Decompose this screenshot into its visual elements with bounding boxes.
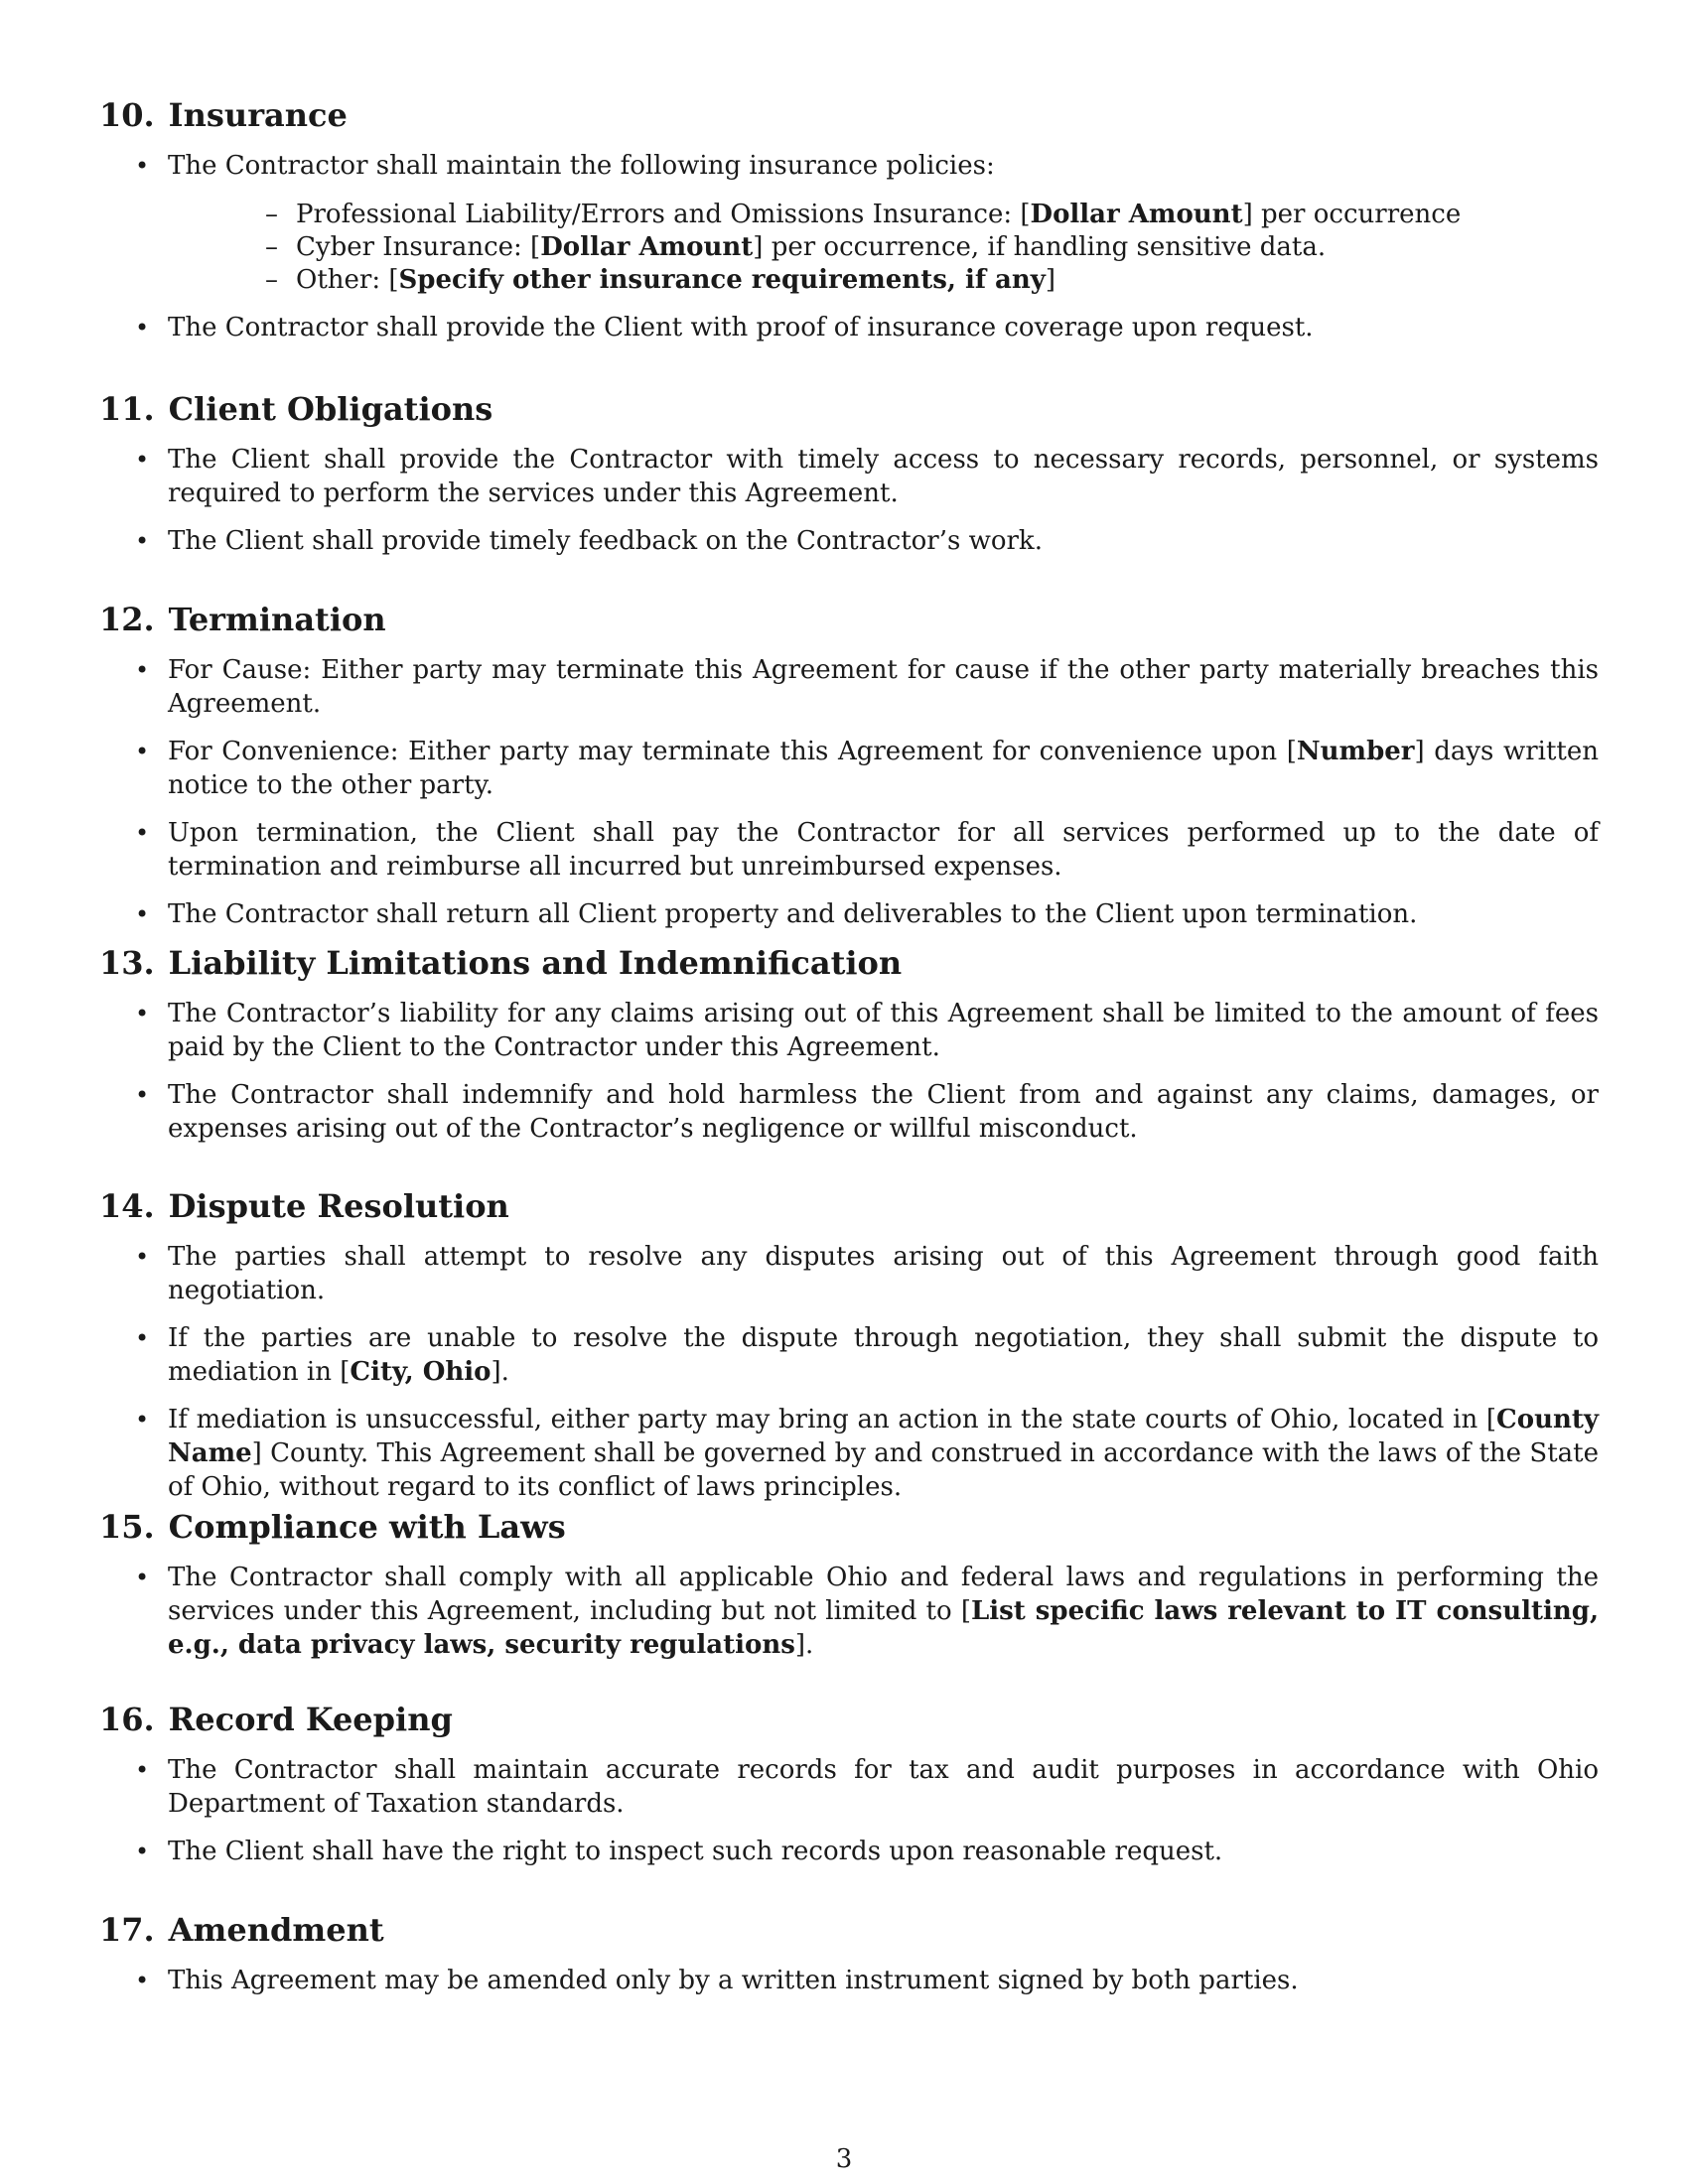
list-item: • The Client shall provide timely feedback on the Contractor’s work. [99, 524, 1599, 558]
list-item: • The Client shall provide the Contractor with timely access to necessary records, personnel, or systems required to perform the services under this Agreement. [99, 443, 1599, 510]
section-insurance [99, 95, 1599, 344]
sub-list-item: – Professional Liability/Errors and Omissions Insurance: [Dollar Amount] per occurrence [168, 199, 1599, 231]
section-heading: 16. Record Keeping [99, 1701, 453, 1738]
sub-list-item: – Other: [Specify other insurance requirements, if any] [168, 264, 1599, 297]
section-dispute-resolution [99, 1186, 1599, 1504]
sub-list-item: – Cyber Insurance: [Dollar Amount] per occurrence, if handling sensitive data. [168, 231, 1599, 264]
bullet-list [99, 1561, 1599, 1662]
bullet-list [99, 997, 1599, 1146]
list-item: • If mediation is unsuccessful, either party may bring an action in the state courts of Ohio, located in [County Name] County. This Agreement shall be governed by and construed in accordance with the laws of the State of Ohio, without regard to its conflict of laws principles. [99, 1403, 1599, 1504]
section-heading: 10. Insurance [99, 96, 348, 134]
section-compliance [99, 1507, 1599, 1662]
list-item: • The parties shall attempt to resolve any disputes arising out of this Agreement through good faith negotiation. [99, 1240, 1599, 1307]
list-item: • If the parties are unable to resolve the dispute through negotiation, they shall submit the dispute to mediation in [City, Ohio]. [99, 1321, 1599, 1389]
section-heading: 12. Termination [99, 601, 386, 638]
list-item: • For Convenience: Either party may terminate this Agreement for convenience upon [Number] days written notice to the other party. [99, 735, 1599, 802]
section-record-keeping [99, 1700, 1599, 1868]
section-client-obligations [99, 389, 1599, 558]
list-item: • The Contractor’s liability for any claims arising out of this Agreement shall be limited to the amount of fees paid by the Client to the Contractor under this Agreement. [99, 997, 1599, 1064]
section-heading: 15. Compliance with Laws [99, 1508, 566, 1546]
bullet-list [99, 653, 1599, 931]
section-heading: 17. Amendment [99, 1911, 384, 1949]
bullet-list [99, 149, 1599, 344]
section-heading: 14. Dispute Resolution [99, 1187, 509, 1225]
list-item: • The Contractor shall indemnify and hold harmless the Client from and against any claims, damages, or expenses arising out of the Contractor’s negligence or willful misconduct. [99, 1078, 1599, 1146]
list-item: • The Contractor shall maintain the following insurance policies: – Professional Liability/Errors and Omissions Insurance: [Dollar Amount] per occurrence – Cyber Insurance: [Dollar Amount] per occurrence, if handling sensitive data. – Other: [Specify other insurance requirements, if any] [99, 149, 1599, 297]
list-item: • The Client shall have the right to inspect such records upon reasonable request. [99, 1835, 1599, 1868]
list-item: • The Contractor shall comply with all applicable Ohio and federal laws and regulations in performing the services under this Agreement, including but not limited to [List specific laws relevant to IT consulting, e.g., data privacy laws, security regulations]. [99, 1561, 1599, 1662]
page-number: 3 [835, 2144, 853, 2174]
section-liability [99, 943, 1599, 1146]
list-item: • The Contractor shall provide the Client with proof of insurance coverage upon request. [99, 311, 1599, 344]
bullet-list [99, 1240, 1599, 1504]
section-termination [99, 600, 1599, 931]
section-heading: 11. Client Obligations [99, 390, 493, 428]
list-item: • This Agreement may be amended only by a written instrument signed by both parties. [99, 1964, 1599, 1997]
section-amendment [99, 1910, 1599, 1997]
bullet-list [99, 443, 1599, 558]
bullet-list [99, 1964, 1599, 1997]
list-item: • For Cause: Either party may terminate this Agreement for cause if the other party materially breaches this Agreement. [99, 653, 1599, 721]
section-heading: 13. Liability Limitations and Indemnification [99, 944, 903, 982]
list-item: • Upon termination, the Client shall pay the Contractor for all services performed up to the date of termination and reimburse all incurred but unreimbursed expenses. [99, 816, 1599, 884]
sub-list [168, 199, 1599, 297]
list-item: • The Contractor shall return all Client property and deliverables to the Client upon termination. [99, 897, 1599, 931]
bullet-list [99, 1753, 1599, 1868]
list-item: • The Contractor shall maintain accurate records for tax and audit purposes in accordance with Ohio Department of Taxation standards. [99, 1753, 1599, 1821]
